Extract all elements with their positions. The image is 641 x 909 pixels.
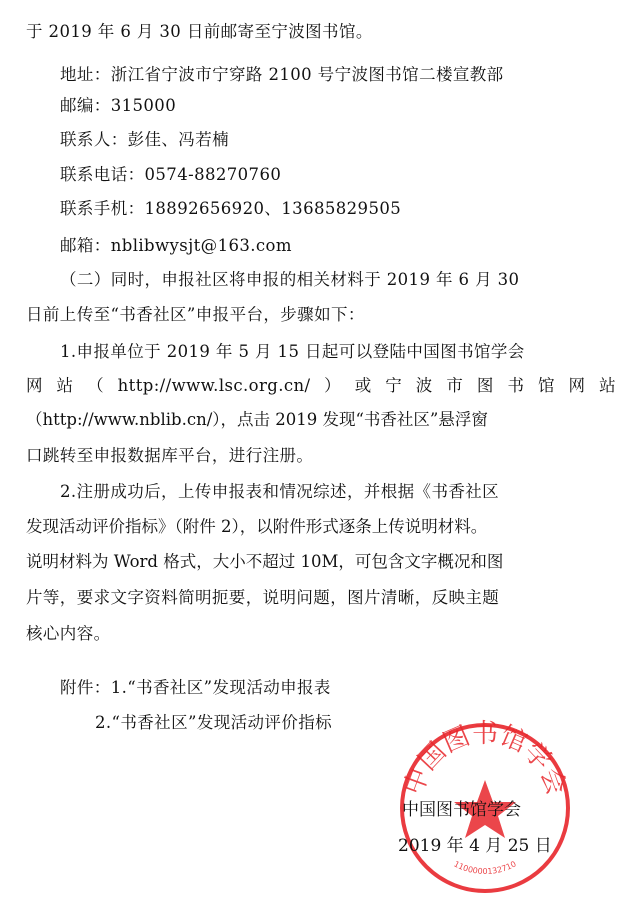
seal-number: 1100000132710 [452,859,518,877]
attachment-line: 附件：1.“书香社区”发现活动申报表 [60,678,331,697]
attachment-line: 2.“书香社区”发现活动评价指标 [95,713,333,732]
contact-line: 联系人：彭佳、冯若楠 [60,130,229,149]
paragraph-line: 1.申报单位于 2019 年 5 月 15 日起可以登陆中国图书馆学会 [60,342,525,361]
paragraph-line: 说明材料为 Word 格式，大小不超过 10M，可包含文字概况和图 [26,552,504,571]
mobile-line: 联系手机：18892656920、13685829505 [60,199,402,218]
paragraph-line: （http://www.nblib.cn/），点击 2019 发现“书香社区”悬浮窗 [26,410,488,429]
phone-line: 联系电话：0574-88270760 [60,165,282,184]
paragraph-line: 网站（http://www.lsc.org.cn/）或宁波市图书馆网站 [26,376,616,395]
postcode-line: 邮编：315000 [60,96,177,115]
paragraph-line: 片等，要求文字资料简明扼要，说明问题，图片清晰，反映主题 [26,588,500,607]
signature-org: 中国图书馆学会 [402,800,521,820]
paragraph-line: 发现活动评价指标》（附件 2），以附件形式逐条上传说明材料。 [26,517,488,536]
signature-date: 2019 年 4 月 25 日 [398,836,552,856]
paragraph-line: 2.注册成功后，上传申报表和情况综述，并根据《书香社区 [60,482,500,501]
paragraph-line: （二）同时，申报社区将申报的相关材料于 2019 年 6 月 30 [60,270,520,289]
paragraph-line: 日前上传至“书香社区”申报平台，步骤如下： [26,305,365,324]
address-line: 地址：浙江省宁波市宁穿路 2100 号宁波图书馆二楼宣教部 [60,65,504,84]
seal-text: 中国图书馆学会 [398,719,572,799]
paragraph-line: 口跳转至申报数据库平台，进行注册。 [26,446,314,465]
email-line: 邮箱：nblibwysjt@163.com [60,236,292,255]
svg-text:1100000132710 [452,859,517,876]
paragraph-line: 于 2019 年 6 月 30 日前邮寄至宁波图书馆。 [26,22,373,41]
paragraph-line: 核心内容。 [26,624,111,643]
